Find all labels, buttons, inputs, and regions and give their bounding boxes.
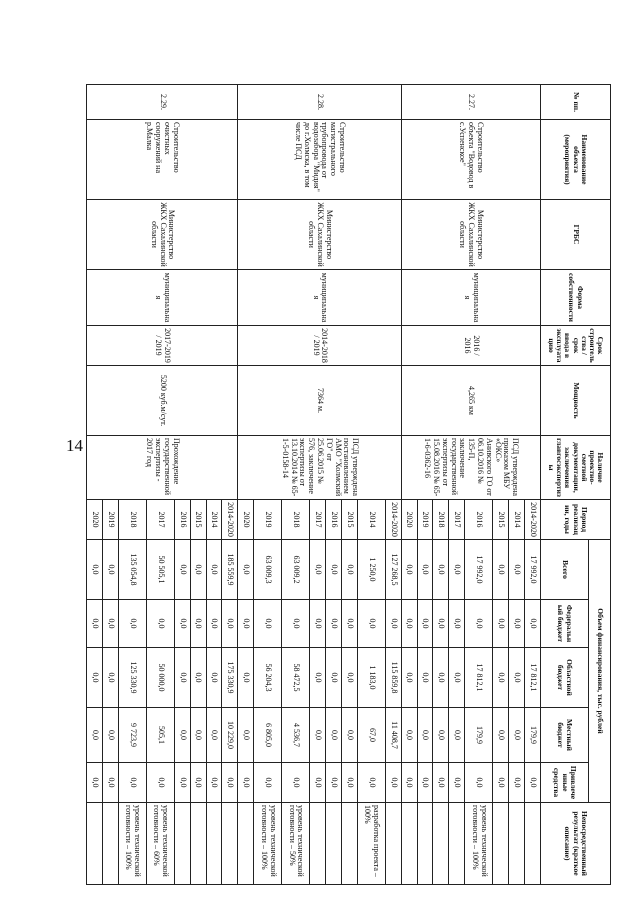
cell-result	[325, 803, 341, 885]
cell-federal: 0,0	[357, 600, 385, 648]
cell-result: уровень технической готовности – 50%	[282, 803, 310, 885]
cell-period: 2016	[174, 500, 190, 540]
cell-local: 0,0	[325, 708, 341, 763]
cell-regional: 0,0	[87, 648, 103, 708]
cell-local: 0,0	[493, 708, 509, 763]
object-num: 2.28.	[238, 85, 401, 120]
cell-result	[385, 803, 401, 885]
cell-local: 0,0	[190, 708, 206, 763]
cell-period: 2020	[401, 500, 417, 540]
header-name: Наименование объекта (мероприятия)	[541, 120, 611, 200]
cell-period: 2020	[87, 500, 103, 540]
cell-federal: 0,0	[465, 600, 493, 648]
rotated-table-sheet	[86, 84, 611, 884]
cell-other: 0,0	[238, 763, 254, 803]
object-name: Строительство объекта "Водовод в с.Успенское"	[401, 120, 540, 200]
cell-regional: 0,0	[341, 648, 357, 708]
cell-federal: 0,0	[222, 600, 238, 648]
header-regional: Областной бюджет	[541, 648, 589, 708]
cell-regional: 56 204,3	[254, 648, 282, 708]
cell-period: 2015	[493, 500, 509, 540]
cell-regional: 115 859,8	[385, 648, 401, 708]
cell-local: 0,0	[206, 708, 222, 763]
cell-total: 17 992,0	[465, 540, 493, 600]
cell-result	[417, 803, 433, 885]
header-period: Период реализации, годы	[541, 500, 611, 540]
cell-local: 179,9	[465, 708, 493, 763]
object-term: 2017-2019 / 2019	[87, 326, 238, 366]
cell-federal: 0,0	[103, 600, 119, 648]
cell-other: 0,0	[174, 763, 190, 803]
cell-period: 2019	[417, 500, 433, 540]
cell-other: 0,0	[103, 763, 119, 803]
cell-result	[525, 803, 541, 885]
object-term: 2014-2018 / 2019	[238, 326, 401, 366]
cell-period: 2020	[238, 500, 254, 540]
cell-local: 0,0	[310, 708, 326, 763]
cell-federal: 0,0	[238, 600, 254, 648]
cell-result	[174, 803, 190, 885]
cell-other: 0,0	[310, 763, 326, 803]
cell-local: 10 229,0	[222, 708, 238, 763]
cell-local: 0,0	[341, 708, 357, 763]
header-grbs: ГРБС	[541, 200, 611, 270]
cell-other: 0,0	[146, 763, 174, 803]
cell-federal: 0,0	[417, 600, 433, 648]
cell-other: 0,0	[385, 763, 401, 803]
object-grbs: Министерство ЖКХ Сахалинской области	[87, 200, 238, 270]
cell-regional: 0,0	[190, 648, 206, 708]
cell-total: 0,0	[325, 540, 341, 600]
cell-federal: 0,0	[341, 600, 357, 648]
cell-local: 0,0	[509, 708, 525, 763]
cell-federal: 0,0	[525, 600, 541, 648]
cell-federal: 0,0	[87, 600, 103, 648]
cell-regional: 0,0	[238, 648, 254, 708]
header-power: Мощность	[541, 366, 611, 436]
cell-federal: 0,0	[401, 600, 417, 648]
cell-total: 0,0	[509, 540, 525, 600]
cell-local: 11 408,7	[385, 708, 401, 763]
object-form: муниципальная	[401, 270, 540, 326]
cell-period: 2018	[119, 500, 147, 540]
header-federal: Федеральный бюджет	[541, 600, 589, 648]
cell-result	[87, 803, 103, 885]
cell-total: 0,0	[401, 540, 417, 600]
cell-local: 0,0	[401, 708, 417, 763]
cell-regional: 17 812,1	[465, 648, 493, 708]
object-power: 7364 м.	[238, 366, 401, 436]
cell-total: 0,0	[493, 540, 509, 600]
cell-other: 0,0	[357, 763, 385, 803]
cell-total: 0,0	[449, 540, 465, 600]
cell-total: 0,0	[103, 540, 119, 600]
cell-period: 2016	[325, 500, 341, 540]
object-num: 2.29.	[87, 85, 238, 120]
cell-total: 63 009,3	[254, 540, 282, 600]
cell-regional: 0,0	[417, 648, 433, 708]
cell-total: 0,0	[238, 540, 254, 600]
cell-regional: 0,0	[310, 648, 326, 708]
cell-other: 0,0	[493, 763, 509, 803]
cell-local: 9 723,9	[119, 708, 147, 763]
object-name: Строительство магистрального трубопровода от водозабора "Мидия" до г.Холмска, в том числе ПСД	[238, 120, 401, 200]
cell-result	[222, 803, 238, 885]
cell-federal: 0,0	[190, 600, 206, 648]
cell-local: 0,0	[87, 708, 103, 763]
cell-federal: 0,0	[174, 600, 190, 648]
cell-regional: 0,0	[174, 648, 190, 708]
header-num: № пп.	[541, 85, 611, 120]
cell-total: 127 268,5	[385, 540, 401, 600]
cell-local: 6 805,0	[254, 708, 282, 763]
cell-other: 0,0	[87, 763, 103, 803]
cell-other: 0,0	[190, 763, 206, 803]
cell-period: 2014	[509, 500, 525, 540]
cell-other: 0,0	[325, 763, 341, 803]
cell-result: уровень технической готовности – 60%	[146, 803, 174, 885]
cell-period: 2018	[282, 500, 310, 540]
cell-federal: 0,0	[119, 600, 147, 648]
cell-period: 2018	[433, 500, 449, 540]
cell-result	[238, 803, 254, 885]
cell-result: уровень технической готовности – 100%	[254, 803, 282, 885]
cell-local: 0,0	[103, 708, 119, 763]
cell-other: 0,0	[401, 763, 417, 803]
cell-total: 0,0	[341, 540, 357, 600]
cell-total: 0,0	[417, 540, 433, 600]
cell-federal: 0,0	[433, 600, 449, 648]
cell-regional: 0,0	[433, 648, 449, 708]
cell-federal: 0,0	[254, 600, 282, 648]
object-grbs: Министерство ЖКХ Сахалинской области	[238, 200, 401, 270]
cell-result: уровень технической готовности – 100%	[465, 803, 493, 885]
cell-other: 0,0	[433, 763, 449, 803]
cell-period: 2017	[310, 500, 326, 540]
cell-regional: 175 330,9	[222, 648, 238, 708]
header-docs: Наличие проектно-сметной документации, заключения главгосэкспертизы	[541, 436, 611, 500]
cell-result	[449, 803, 465, 885]
cell-total: 0,0	[87, 540, 103, 600]
cell-regional: 0,0	[401, 648, 417, 708]
cell-federal: 0,0	[449, 600, 465, 648]
cell-total: 63 009,2	[282, 540, 310, 600]
cell-result: уровень технической готовности – 100%	[119, 803, 147, 885]
cell-period: 2014-2020	[525, 500, 541, 540]
cell-federal: 0,0	[509, 600, 525, 648]
funding-table	[86, 84, 611, 885]
cell-federal: 0,0	[325, 600, 341, 648]
object-term: 2016 / 2016	[401, 326, 540, 366]
cell-local: 505,1	[146, 708, 174, 763]
cell-period: 2015	[190, 500, 206, 540]
cell-other: 0,0	[525, 763, 541, 803]
cell-local: 0,0	[174, 708, 190, 763]
cell-period: 2017	[146, 500, 174, 540]
cell-regional: 0,0	[325, 648, 341, 708]
table-row	[525, 85, 541, 885]
cell-period: 2014	[206, 500, 222, 540]
cell-federal: 0,0	[493, 600, 509, 648]
cell-result	[341, 803, 357, 885]
cell-regional: 0,0	[509, 648, 525, 708]
cell-regional: 0,0	[103, 648, 119, 708]
page-number: 14	[66, 436, 83, 455]
cell-period: 2015	[341, 500, 357, 540]
cell-other: 0,0	[254, 763, 282, 803]
object-docs: ПСД утверждена постановлением АМО "Холмский ГО" от 25.06.2015 № 576, заключение экспертизы от 13.10.2014 № 65-1-5-0158-14	[238, 436, 401, 500]
cell-other: 0,0	[341, 763, 357, 803]
cell-local: 0,0	[449, 708, 465, 763]
cell-result	[509, 803, 525, 885]
cell-local: 4 536,7	[282, 708, 310, 763]
cell-regional: 0,0	[449, 648, 465, 708]
cell-result	[401, 803, 417, 885]
cell-total: 17 992,0	[525, 540, 541, 600]
cell-result	[103, 803, 119, 885]
cell-result	[190, 803, 206, 885]
header-result: Непосредственный результат (краткое описание)	[541, 803, 611, 885]
cell-other: 0,0	[509, 763, 525, 803]
cell-local: 67,0	[357, 708, 385, 763]
cell-regional: 125 330,9	[119, 648, 147, 708]
cell-other: 0,0	[465, 763, 493, 803]
cell-period: 2014	[357, 500, 385, 540]
object-form: муниципальная	[87, 270, 238, 326]
cell-regional: 17 812,1	[525, 648, 541, 708]
object-name: Строительство очистных сооружений на р.Малка	[87, 120, 238, 200]
cell-regional: 58 472,5	[282, 648, 310, 708]
object-grbs: Министерство ЖКХ Сахалинской области	[401, 200, 540, 270]
table-row	[385, 85, 401, 885]
cell-local: 179,9	[525, 708, 541, 763]
header-local: Местный бюджет	[541, 708, 589, 763]
cell-result	[433, 803, 449, 885]
header-total: Всего	[541, 540, 589, 600]
cell-total: 1 250,0	[357, 540, 385, 600]
cell-other: 0,0	[449, 763, 465, 803]
cell-federal: 0,0	[282, 600, 310, 648]
object-power: 5200 куб.м/сут.	[87, 366, 238, 436]
header-other: Привлеченные средства	[541, 763, 589, 803]
cell-other: 0,0	[119, 763, 147, 803]
cell-local: 0,0	[433, 708, 449, 763]
object-docs: Прохождение государственной экспертизы - 2017 год	[87, 436, 238, 500]
object-form: муниципальная	[238, 270, 401, 326]
cell-period: 2016	[465, 500, 493, 540]
cell-result: разработка проекта – 100%	[357, 803, 385, 885]
cell-other: 0,0	[417, 763, 433, 803]
cell-total: 0,0	[433, 540, 449, 600]
cell-result	[206, 803, 222, 885]
cell-federal: 0,0	[206, 600, 222, 648]
cell-total: 0,0	[206, 540, 222, 600]
cell-total: 185 559,9	[222, 540, 238, 600]
cell-total: 135 054,8	[119, 540, 147, 600]
cell-period: 2017	[449, 500, 465, 540]
table-body	[87, 85, 541, 885]
cell-federal: 0,0	[310, 600, 326, 648]
header-term: Срок строительства / срок ввода в эксплуатацию	[541, 326, 611, 366]
object-num: 2.27.	[401, 85, 540, 120]
cell-period: 2019	[254, 500, 282, 540]
cell-local: 0,0	[238, 708, 254, 763]
cell-total: 0,0	[310, 540, 326, 600]
cell-other: 0,0	[282, 763, 310, 803]
header-form: Форма собственности	[541, 270, 611, 326]
cell-period: 2014-2020	[385, 500, 401, 540]
cell-regional: 50 000,0	[146, 648, 174, 708]
cell-period: 2014-2020	[222, 500, 238, 540]
cell-local: 0,0	[417, 708, 433, 763]
cell-regional: 0,0	[206, 648, 222, 708]
object-power: 4,265 км	[401, 366, 540, 436]
cell-period: 2019	[103, 500, 119, 540]
cell-other: 0,0	[206, 763, 222, 803]
cell-regional: 1 183,0	[357, 648, 385, 708]
cell-total: 50 505,1	[146, 540, 174, 600]
cell-total: 0,0	[190, 540, 206, 600]
cell-federal: 0,0	[146, 600, 174, 648]
cell-regional: 0,0	[493, 648, 509, 708]
cell-result	[493, 803, 509, 885]
header-funding: Объем финансирования, тыс. рублей	[589, 540, 611, 803]
table-row	[222, 85, 238, 885]
cell-result	[310, 803, 326, 885]
cell-total: 0,0	[174, 540, 190, 600]
object-docs: ПСД утверждена приказом МБУ «ОКС» Анивского ГО от 06.10.2016 № 135-П, заключение государственной экспертизы от 15.08.2016 № 65-1-6-0362-16	[401, 436, 540, 500]
cell-federal: 0,0	[385, 600, 401, 648]
cell-other: 0,0	[222, 763, 238, 803]
